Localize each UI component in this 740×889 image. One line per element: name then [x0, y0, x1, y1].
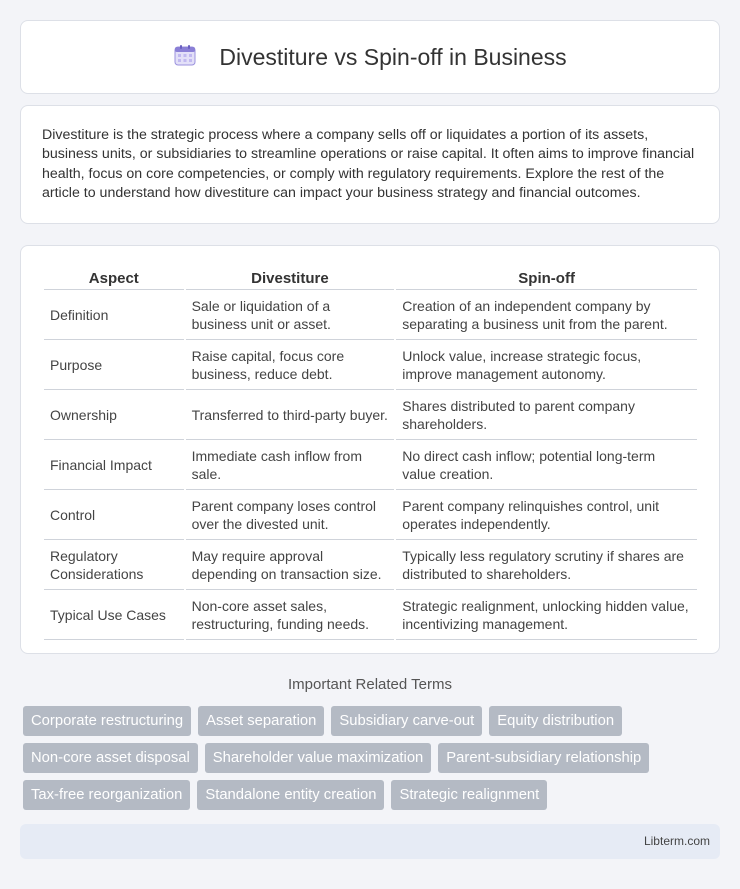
- spinoff-cell: Shares distributed to parent company shareholders.: [396, 392, 697, 440]
- divestiture-cell: Sale or liquidation of a business unit or asset.: [186, 292, 395, 340]
- divestiture-cell: May require approval depending on transaction size.: [186, 542, 395, 590]
- column-header: Aspect: [44, 268, 184, 290]
- related-term-tag[interactable]: Non-core asset disposal: [23, 743, 198, 773]
- table-row: [44, 592, 697, 640]
- footer: [20, 824, 720, 859]
- aspect-cell: Control: [44, 492, 184, 540]
- related-term-tag[interactable]: Strategic realignment: [391, 780, 547, 810]
- aspect-cell: Purpose: [44, 342, 184, 390]
- table-row: [44, 492, 697, 540]
- header-card: [20, 20, 720, 94]
- column-header: Spin-off: [396, 268, 697, 290]
- intro-paragraph: Divestiture is the strategic process where a company sells off or liquidates a portion of its assets, business units, or subsidiaries to streamline operations or raise capital. It often aims to improve financial health, focus on core competencies, or comply with regulatory requirements. Explore the rest of the article to understand how divestiture can impact your business strategy and financial outcomes.: [42, 127, 695, 201]
- aspect-cell: Regulatory Considerations: [44, 542, 184, 590]
- divestiture-cell: Immediate cash inflow from sale.: [186, 442, 395, 490]
- comparison-table: [42, 266, 699, 642]
- aspect-cell: Typical Use Cases: [44, 592, 184, 640]
- related-term-tag[interactable]: Parent-subsidiary relationship: [438, 743, 649, 773]
- comparison-card: [20, 245, 720, 654]
- divestiture-cell: Non-core asset sales, restructuring, funding needs.: [186, 592, 395, 640]
- related-term-tag[interactable]: Tax-free reorganization: [23, 780, 190, 810]
- related-terms-heading: Important Related Terms: [288, 676, 452, 693]
- spinoff-cell: Unlock value, increase strategic focus, improve management autonomy.: [396, 342, 697, 390]
- column-header: Divestiture: [186, 268, 395, 290]
- table-row: [44, 392, 697, 440]
- table-row: [44, 342, 697, 390]
- spinoff-cell: Strategic realignment, unlocking hidden value, incentivizing management.: [396, 592, 697, 640]
- table-row: [44, 442, 697, 490]
- table-header-row: [44, 268, 697, 290]
- table-row: [44, 542, 697, 590]
- aspect-cell: Financial Impact: [44, 442, 184, 490]
- divestiture-cell: Parent company loses control over the divested unit.: [186, 492, 395, 540]
- related-term-tag[interactable]: Equity distribution: [489, 706, 622, 736]
- intro-card: [20, 105, 720, 224]
- spinoff-cell: Creation of an independent company by separating a business unit from the parent.: [396, 292, 697, 340]
- related-term-tag[interactable]: Shareholder value maximization: [205, 743, 432, 773]
- related-term-tag[interactable]: Corporate restructuring: [23, 706, 191, 736]
- spinoff-cell: Parent company relinquishes control, unit operates independently.: [396, 492, 697, 540]
- related-terms-list: [23, 706, 723, 810]
- calendar-icon: [173, 43, 197, 72]
- aspect-cell: Definition: [44, 292, 184, 340]
- page-title: Divestiture vs Spin-off in Business: [219, 43, 567, 70]
- related-term-tag[interactable]: Asset separation: [198, 706, 324, 736]
- table-row: [44, 292, 697, 340]
- divestiture-cell: Transferred to third-party buyer.: [186, 392, 395, 440]
- footer-site-link[interactable]: Libterm.com: [643, 834, 710, 848]
- spinoff-cell: No direct cash inflow; potential long-term value creation.: [396, 442, 697, 490]
- aspect-cell: Ownership: [44, 392, 184, 440]
- related-term-tag[interactable]: Subsidiary carve-out: [331, 706, 482, 736]
- divestiture-cell: Raise capital, focus core business, reduce debt.: [186, 342, 395, 390]
- spinoff-cell: Typically less regulatory scrutiny if shares are distributed to shareholders.: [396, 542, 697, 590]
- related-term-tag[interactable]: Standalone entity creation: [197, 780, 384, 810]
